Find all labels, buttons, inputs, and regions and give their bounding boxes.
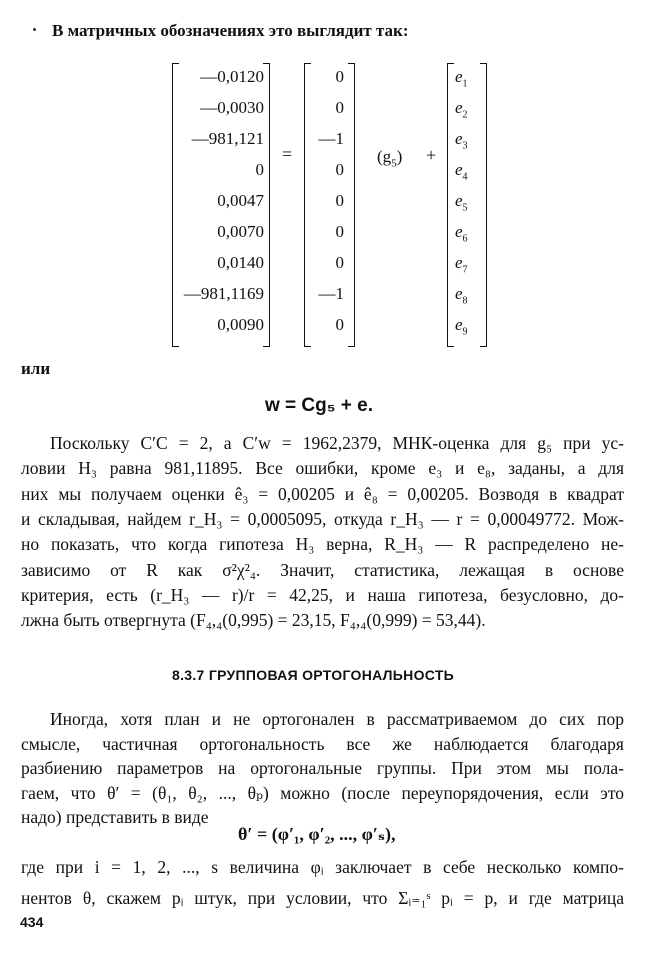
text-line: нентов θ, скажем pᵢ штук, при условии, что Σᵢ₌₁ˢ pᵢ = p, и где матрица bbox=[21, 888, 624, 908]
design-vector-entry: 0 bbox=[335, 67, 344, 86]
partition-formula: θ′ = (φ′₁, φ′₂, ..., φ′ₛ), bbox=[238, 824, 396, 844]
error-vector-entry: $e_5$ bbox=[455, 191, 468, 214]
design-vector-entry: 0 bbox=[335, 98, 344, 117]
text-line: лжна быть отвергнута (F₄,₄(0,995) = 23,15, F₄,₄(0,999) = 53,44). bbox=[21, 610, 486, 631]
design-vector-entry: 0 bbox=[335, 191, 344, 210]
text-line: критерия, есть (r_H₃ — r)/r = 42,25, и наша гипотеза, безусловно, до- bbox=[21, 584, 624, 605]
text-line: надо) представить в виде bbox=[21, 807, 209, 828]
error-vector-entry: $e_1$ bbox=[455, 67, 468, 90]
parameter-g5: $(g_5)$ bbox=[377, 147, 403, 170]
left-vector-open-bracket bbox=[172, 63, 179, 347]
text-line: гаем, что θ′ = (θ₁, θ₂, ..., θₚ) можно (после переупорядочения, если это bbox=[21, 782, 624, 803]
error-vector-entry: $e_4$ bbox=[455, 160, 468, 183]
text-line: зависимо от R как σ²χ²₄. Значит, статистика, лежащая в основе bbox=[21, 559, 624, 580]
design-vector-open-bracket bbox=[304, 63, 311, 347]
left-vector-entry: 0,0140 bbox=[217, 253, 264, 272]
left-vector-entry: 0,0070 bbox=[217, 222, 264, 241]
left-vector-entry: 0 bbox=[255, 160, 264, 179]
text-line: Иногда, хотя план и не ортогонален в рассматриваемом до сих пор bbox=[50, 709, 624, 729]
design-vector-entry: —1 bbox=[318, 129, 344, 148]
left-vector-entry: —981,1169 bbox=[183, 284, 264, 303]
text-line: смысле, частичная ортогональность все же наблюдается благодаря bbox=[21, 733, 624, 754]
error-vector-entry: $e_2$ bbox=[455, 98, 468, 121]
text-line: и складывая, найдем r_H₃ = 0,0005095, откуда r_H₃ — r = 0,00049772. Мож- bbox=[21, 508, 624, 529]
error-vector-entry: $e_6$ bbox=[455, 222, 468, 245]
left-vector-entry: —0,0030 bbox=[200, 98, 264, 117]
error-vector-entry: $e_9$ bbox=[455, 315, 468, 338]
text-line: ловии H₃ равна 981,11895. Все ошибки, кроме e₃ и e₈, заданы, а для bbox=[21, 458, 624, 479]
left-vector-entry: 0,0090 bbox=[217, 315, 264, 334]
design-vector-entry: 0 bbox=[335, 315, 344, 334]
text-line: но показать, что когда гипотеза H₃ верна, R_H₃ — R распределено не- bbox=[21, 534, 624, 555]
or-word: или bbox=[21, 359, 51, 378]
print-dot bbox=[33, 28, 36, 31]
design-vector-entry: 0 bbox=[335, 253, 344, 272]
text-line: Поскольку C′C = 2, а C′w = 1962,2379, МНК-оценка для g₅ при ус- bbox=[50, 433, 624, 453]
error-vector-open-bracket bbox=[447, 63, 454, 347]
text-line: разбиению параметров на ортогональные группы. При этом мы пола- bbox=[21, 758, 624, 779]
left-vector-entry: 0,0047 bbox=[217, 191, 264, 210]
text-line: где при i = 1, 2, ..., s величина φᵢ заключает в себе несколько компо- bbox=[21, 857, 624, 877]
left-vector-entry: —981,121 bbox=[191, 129, 264, 148]
left-vector-close-bracket bbox=[263, 63, 270, 347]
design-vector-entry: 0 bbox=[335, 160, 344, 179]
section-heading: 8.3.7 ГРУППОВАЯ ОРТОГОНАЛЬНОСТЬ bbox=[172, 667, 455, 683]
error-vector-entry: $e_7$ bbox=[455, 253, 468, 276]
error-vector-entry: $e_8$ bbox=[455, 284, 468, 307]
error-vector-entry: $e_3$ bbox=[455, 129, 468, 152]
design-vector-entry: 0 bbox=[335, 222, 344, 241]
plus-sign: + bbox=[426, 145, 437, 165]
left-vector-entry: —0,0120 bbox=[200, 67, 264, 86]
error-vector-close-bracket bbox=[480, 63, 487, 347]
model-formula: w = Cg₅ + e. bbox=[265, 395, 373, 416]
intro-line: В матричных обозначениях это выглядит так: bbox=[52, 21, 409, 40]
equals-sign: = bbox=[282, 144, 293, 164]
text-line: них мы получаем оценки ê₃ = 0,00205 и ê₈ = 0,00205. Возводя в квадрат bbox=[21, 483, 624, 504]
design-vector-entry: —1 bbox=[318, 284, 344, 303]
design-vector-close-bracket bbox=[348, 63, 355, 347]
page-number: 434 bbox=[20, 914, 44, 930]
